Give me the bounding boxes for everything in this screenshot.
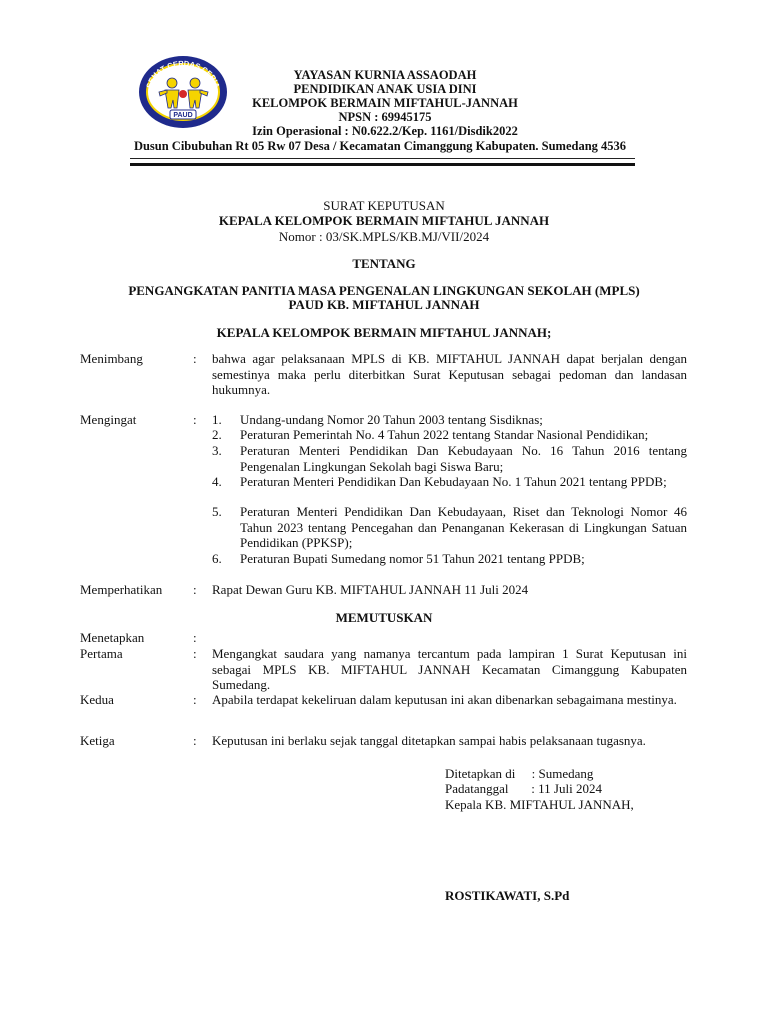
- mengingat-item: Peraturan Menteri Pendidikan Dan Kebudayaan No. 1 Tahun 2021 tentang PPDB;: [240, 474, 667, 489]
- topic-line-2: PAUD KB. MIFTAHUL JANNAH: [288, 297, 480, 312]
- ketiga-colon: :: [193, 733, 197, 748]
- letterhead-divider-thick: [130, 163, 635, 166]
- pertama-label: Pertama: [80, 646, 123, 661]
- signature-date: Padatanggal : 11 Juli 2024: [445, 781, 602, 796]
- kedua-colon: :: [193, 692, 197, 707]
- mengingat-item-number: 2.: [212, 427, 222, 442]
- signature-place: Ditetapkan di : Sumedang: [445, 766, 594, 781]
- mengingat-item-number: 6.: [212, 551, 222, 566]
- logo-arc-text: SEHAT CERDAS CERIA: [144, 58, 222, 90]
- npsn: NPSN : 69945175: [338, 110, 432, 124]
- ketiga-label: Ketiga: [80, 733, 115, 748]
- mengingat-item-number: 4.: [212, 474, 222, 489]
- signatory-name: ROSTIKAWATI, S.Pd: [445, 888, 570, 903]
- kedua-text: Apabila terdapat kekeliruan dalam keputusan ini akan dibenarkan sebagaimana mestinya.: [212, 692, 677, 707]
- foundation-name: YAYASAN KURNIA ASSAODAH: [293, 68, 477, 82]
- menetapkan-colon: :: [193, 630, 197, 645]
- document-title: SURAT KEPUTUSAN: [323, 198, 445, 213]
- mengingat-item: Undang-undang Nomor 20 Tahun 2003 tentang Sisdiknas;: [240, 412, 543, 427]
- ketiga-text: Keputusan ini berlaku sejak tanggal ditetapkan sampai habis pelaksanaan tugasnya.: [212, 733, 646, 748]
- mengingat-item-number: 3.: [212, 443, 222, 458]
- topic-line-1: PENGANGKATAN PANITIA MASA PENGENALAN LINGKUNGAN SEKOLAH (MPLS): [128, 283, 640, 298]
- memperhatikan-text: Rapat Dewan Guru KB. MIFTAHUL JANNAH 11 Juli 2024: [212, 582, 529, 597]
- menimbang-text: bahwa agar pelaksanaan MPLS di KB. MIFTAHUL JANNAH dapat berjalan dengan semestinya maka perlu diterbitkan Surat Keputusan sebagai pedoman dan landasan hukumnya.: [212, 351, 687, 397]
- mengingat-item: Peraturan Menteri Pendidikan Dan Kebudayaan, Riset dan Teknologi Nomor 46 Tahun 2023 tentang Pencegahan dan Penanganan Kekerasan di Lingkungan Satuan Pendidikan (PPKSP);: [240, 504, 687, 550]
- menetapkan-label: Menetapkan: [80, 630, 145, 645]
- memutuskan-heading: MEMUTUSKAN: [335, 610, 433, 625]
- mengingat-item: Peraturan Bupati Sumedang nomor 51 Tahun 2021 tentang PPDB;: [240, 551, 585, 566]
- menimbang-colon: :: [193, 351, 197, 366]
- issuer-heading: KEPALA KELOMPOK BERMAIN MIFTAHUL JANNAH;: [216, 325, 552, 340]
- address: Dusun Cibubuhan Rt 05 Rw 07 Desa / Kecamatan Cimanggung Kabupaten. Sumedang 4536: [133, 139, 627, 153]
- document-subtitle: KEPALA KELOMPOK BERMAIN MIFTAHUL JANNAH: [218, 213, 550, 228]
- memperhatikan-colon: :: [193, 582, 197, 597]
- kedua-label: Kedua: [80, 692, 114, 707]
- pertama-text: Mengangkat saudara yang namanya tercantum pada lampiran 1 Surat Keputusan ini sebagai MPLS KB. MIFTAHUL JANNAH Kecamatan Cimanggung Kabupaten Sumedang.: [212, 646, 687, 692]
- mengingat-label: Mengingat: [80, 412, 137, 427]
- memperhatikan-label: Memperhatikan: [80, 582, 163, 597]
- operational-permit: Izin Operasional : N0.622.2/Kep. 1161/Disdik2022: [252, 124, 518, 138]
- document-number: Nomor : 03/SK.MPLS/KB.MJ/VII/2024: [278, 229, 490, 244]
- mengingat-item: Peraturan Menteri Pendidikan Dan Kebudayaan No. 16 Tahun 2016 tentang Pengenalan Lingkungan Sekolah bagi Siswa Baru;: [240, 443, 687, 474]
- school-name: KELOMPOK BERMAIN MIFTAHUL-JANNAH: [252, 96, 518, 110]
- institution-type: PENDIDIKAN ANAK USIA DINI: [293, 82, 477, 96]
- pertama-colon: :: [193, 646, 197, 661]
- menimbang-label: Menimbang: [80, 351, 143, 366]
- tentang-heading: TENTANG: [352, 256, 416, 271]
- signature-title: Kepala KB. MIFTAHUL JANNAH,: [445, 797, 634, 812]
- mengingat-colon: :: [193, 412, 197, 427]
- logo-badge-text: PAUD: [173, 112, 193, 119]
- mengingat-item: Peraturan Pemerintah No. 4 Tahun 2022 tentang Standar Nasional Pendidikan;: [240, 427, 649, 442]
- mengingat-item-number: 5.: [212, 504, 222, 519]
- mengingat-item-number: 1.: [212, 412, 222, 427]
- letterhead-divider-thin: [130, 158, 635, 159]
